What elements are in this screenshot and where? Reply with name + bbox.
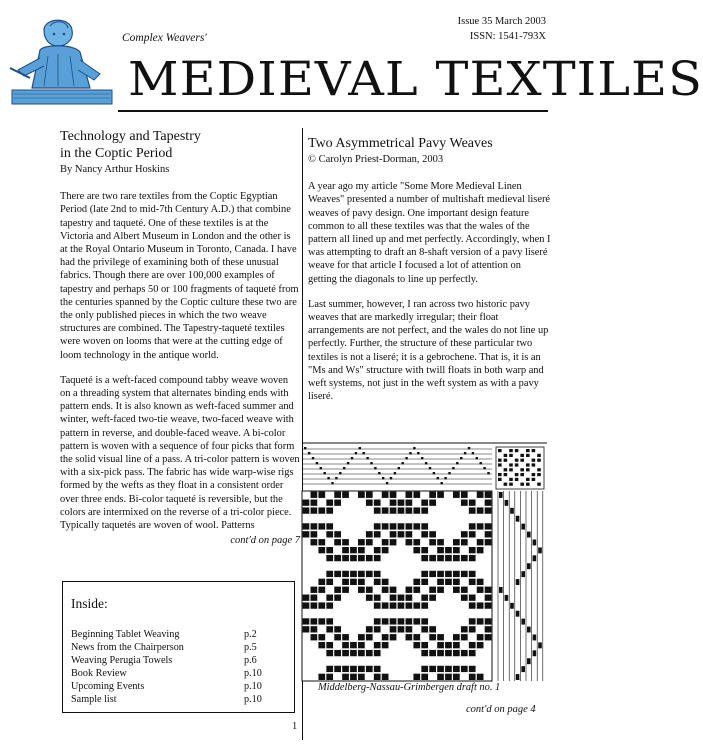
right-article-para1: A year ago my article "Some More Medieval Linen Weaves" presented a number of multishaft medieval liseré weaves of pavy design. One important design feature common to all these textiles was that the wales of the pattern all lined up and met perfectly. Accordingly, when I was attempting to draft an 8-shaft version of a pavy liseré weave for that article I focused a lot of attention on getting the diagonals to line up perfectly. (308, 181, 551, 285)
inside-heading: Inside: (71, 596, 108, 611)
left-article-byline: By Nancy Arthur Hoskins (60, 164, 170, 175)
right-article-byline: © Carolyn Priest-Dorman, 2003 (308, 154, 444, 165)
toc-item-label: Sample list (71, 694, 117, 706)
toc-item-page: p.2 (244, 629, 257, 640)
toc-item-label: Weaving Perugia Towels (71, 655, 173, 667)
toc-item[interactable] (71, 667, 286, 680)
right-article-para2: Last summer, however, I ran across two historic pavy weaves that are markedly irregular; their float arrangements are not perfect, and the wales do not line up perfectly. Further, the structure of these particular two textiles is not a liseré; it is a gebrochene. That is, it is an "Ms and Ws" structure with twill floats in both warp and weft systems, not just in the weft system as with a pavy liseré. (308, 298, 549, 403)
toc-item-label: News from the Chairperson (71, 642, 184, 654)
left-article-para2: Taqueté is a weft-faced compound tabby weave woven on a threading system that alternates binding ends with pattern ends. It is also known as weft-faced summer and winter, weft-faced two-tie weave, two-faced weave with pattern in reverse, and double-faced weave. A bi-color pattern is woven with a sequence of four picks that form the solid visual line of a pass. A tri-color pattern is woven with a six-pick pass. The fabric has wide warp-wise rigs formed by the wefts as they float in a consistent order over three ends. Bi-color taqueté is reversible, but the colors are intermixed on the reverse of a tri-color piece. Typically taquetés are woven of wool. Patterns (60, 374, 300, 532)
page-number: 1 (292, 721, 298, 732)
toc-item-label: Book Review (71, 668, 127, 680)
left-article-para1: There are two rare textiles from the Coptic Egyptian Period (late 2nd to mid-7th Century A.D.) that combine tapestry and taqueté. One of these textiles is at the Victoria and Albert Museum in London and the other is at the Royal Ontario Museum in Toronto, Canada. I have had the privilege of examining both of these unusual fabrics. Though there are over 100,000 examples of tapestry and perhaps 50 or 100 fragments of taqueté from the centuries spanned by the Coptic culture these two are the only published pieces in which the two weave structures are combined. The Tapestry-taqueté textiles were woven on looms that were at the cutting edge of loom technology in the antique world. (60, 191, 299, 361)
masthead-rule (118, 110, 548, 112)
newsletter-title: MEDIEVAL TEXTILES (128, 52, 703, 107)
left-title-line2: in the Coptic Period (60, 146, 173, 161)
masthead-subtitle: Complex Weavers' (122, 32, 207, 44)
toc-item-page: p.10 (244, 694, 262, 706)
drawdown-area (302, 491, 492, 681)
weaver-logo (4, 10, 114, 110)
issue-number: Issue 35 March 2003 (457, 16, 546, 27)
left-article-title (60, 128, 300, 162)
right-article (308, 135, 551, 415)
toc-item-page: p.6 (244, 655, 257, 667)
toc-item[interactable] (71, 693, 286, 706)
issue-info (458, 14, 546, 44)
threading-area (302, 447, 492, 484)
left-article (60, 128, 300, 547)
issn: ISSN: 1541-793X (469, 31, 546, 42)
toc-item[interactable] (71, 628, 286, 641)
toc-item[interactable] (71, 680, 286, 693)
inside-toc-box (62, 581, 295, 713)
tieup-area (496, 447, 544, 681)
left-title-line1: Technology and Tapestry (60, 129, 201, 144)
toc-item-label: Upcoming Events (71, 681, 145, 693)
toc-item-page: p.5 (244, 642, 257, 654)
toc-list (71, 628, 286, 707)
toc-item[interactable] (71, 641, 286, 654)
right-contd-link[interactable]: cont'd on page 4 (466, 704, 536, 715)
toc-item-page: p.10 (244, 681, 262, 693)
left-contd-link[interactable]: cont'd on page 7 (230, 535, 300, 547)
toc-item-label: Beginning Tablet Weaving (71, 629, 180, 640)
right-article-title: Two Asymmetrical Pavy Weaves (308, 136, 493, 151)
toc-item-page: p.10 (244, 668, 262, 680)
draft-caption: Middelberg-Nassau-Grimbergen draft no. 1 (318, 682, 501, 693)
weave-draft-figure (302, 443, 547, 683)
toc-item[interactable] (71, 654, 286, 667)
